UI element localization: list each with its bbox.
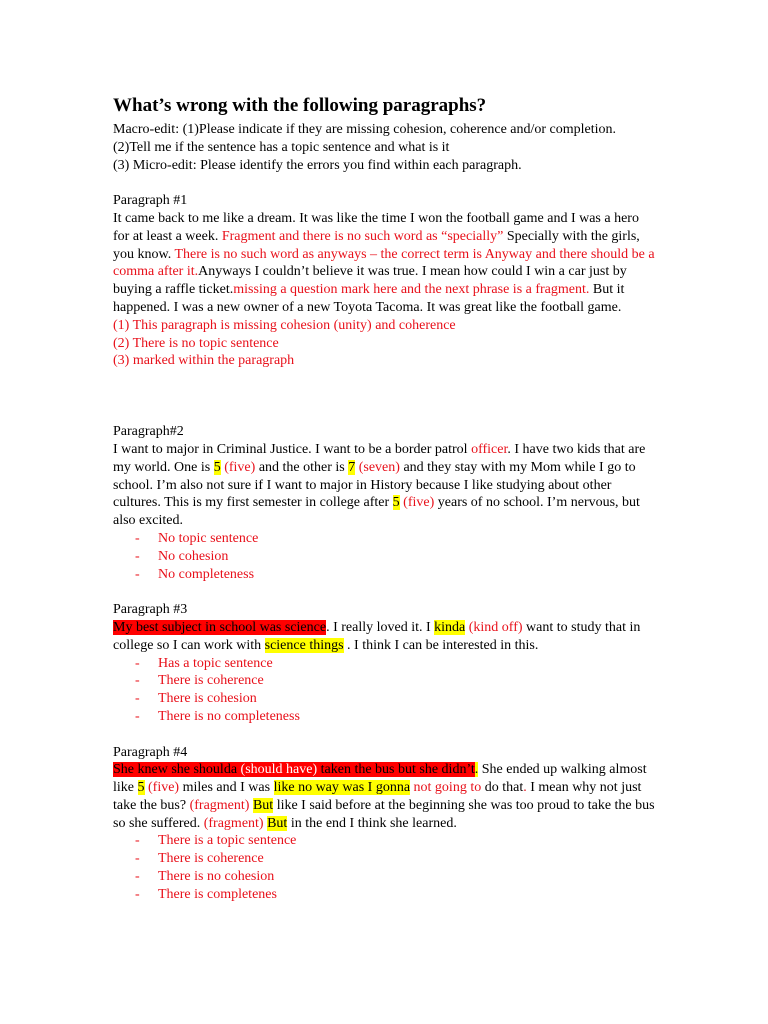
paragraph-1-heading: Paragraph #1: [113, 193, 188, 209]
text-run: Specially with the girls, you know.: [113, 228, 640, 262]
correction-note: Fragment and there is no such word as “specially”: [221, 228, 507, 244]
page-title: What’s wrong with the following paragraphs?: [113, 95, 487, 116]
instruction-line: Macro-edit: (1)Please indicate if they are missing cohesion, coherence and/or completion.: [113, 122, 617, 137]
text-run: . I have two kids that are my world. One is: [113, 441, 646, 475]
list-item: - No cohesion: [135, 548, 229, 564]
paragraph-1-note: (3) marked within the paragraph: [113, 353, 295, 369]
correction-note: officer: [471, 441, 508, 457]
correction-note: (five): [144, 780, 180, 796]
instruction-line: (3) Micro-edit: Please identify the errors you find within each paragraph.: [113, 157, 522, 173]
list-item: - There is no cohesion: [135, 869, 275, 885]
text-run: But it happened. I was a new owner of a new Toyota Tacoma. It was great like the football game.: [113, 282, 625, 315]
text-run: like I said before at the beginning she was too proud to take the bus so she suffered.: [113, 797, 655, 831]
highlight-yellow: .: [474, 762, 479, 778]
highlight-yellow: But: [267, 815, 288, 831]
paragraph-4-list: [113, 832, 658, 903]
highlight-red: taken the bus but she didn’t: [317, 762, 475, 778]
list-item: - There is no completeness: [135, 708, 300, 724]
highlight-yellow: science things: [264, 637, 344, 653]
text-run: and the other is: [255, 459, 349, 475]
highlight-red-correction: (should have): [240, 762, 318, 778]
paragraph-3-list: [113, 655, 658, 726]
instruction-line: (2)Tell me if the sentence has a topic sentence and what is it: [113, 139, 450, 155]
paragraph-1-text: [113, 210, 658, 317]
correction-note: (five): [220, 459, 256, 475]
document-body: [113, 95, 658, 904]
correction-note: There is no such word as anyways – the correct term is Anyway and there should be a comma after it.: [113, 246, 655, 280]
paragraph-2-heading: Paragraph#2: [113, 424, 184, 440]
highlight-yellow: 5: [213, 459, 221, 475]
correction-note: (fragment): [189, 797, 250, 813]
list-item: - There is cohesion: [135, 691, 257, 707]
highlight-yellow: like no way was I gonna: [273, 780, 411, 796]
list-item: - There is completenes: [135, 886, 277, 902]
list-item: - No completeness: [135, 566, 255, 582]
correction-note: missing a question mark here and the next phrase is a fragment.: [233, 282, 593, 298]
text-run: Anyways I couldn’t believe it was true. I mean how could I win a car just by buying a raffle ticket.: [113, 264, 627, 298]
text-run: I want to major in Criminal Justice. I want to be a border patrol: [113, 441, 472, 457]
text-run: . I really loved it. I: [326, 619, 435, 635]
text-run: miles and I was: [179, 780, 274, 796]
paragraph-3-text: [113, 619, 658, 655]
text-run: . I think I can be interested in this.: [343, 637, 539, 653]
text-run: and they stay with my Mom while I go to school. I’m also not sure if I want to major in History because I like studying about other cultures. This is my first semester in college after: [113, 459, 636, 511]
paragraph-4-heading: Paragraph #4: [113, 744, 188, 760]
highlight-yellow: kinda: [434, 619, 466, 635]
list-item: - There is coherence: [135, 673, 264, 689]
text-run: I mean why not just take the bus?: [113, 780, 642, 813]
correction-note: (five): [399, 495, 435, 511]
list-item: - No topic sentence: [135, 530, 259, 546]
text-run: want to study that in college so I can work with: [113, 619, 641, 653]
paragraph-4-text: [113, 761, 658, 832]
paragraph-3-heading: Paragraph #3: [113, 602, 188, 618]
text-run: do that: [484, 780, 524, 796]
highlight-red: She knew she shoulda: [113, 762, 241, 778]
list-item: - There is coherence: [135, 851, 264, 867]
paragraph-2-text: [113, 441, 658, 530]
correction-note: .: [523, 780, 527, 796]
highlight-yellow: 5: [392, 495, 400, 511]
highlight-yellow: But: [252, 797, 274, 813]
correction-note: (seven): [355, 459, 400, 475]
list-item: - Has a topic sentence: [135, 655, 273, 671]
text-run: in the end I think she learned.: [287, 815, 457, 831]
paragraph-2-list: [113, 530, 658, 583]
highlight-red: My best subject in school was science: [113, 619, 327, 635]
correction-note: not going to: [410, 780, 485, 796]
list-item: - There is a topic sentence: [135, 833, 297, 849]
highlight-yellow: 5: [137, 780, 145, 796]
paragraph-1-note: (1) This paragraph is missing cohesion (unity) and coherence: [113, 317, 456, 333]
text-run: It came back to me like a dream. It was like the time I won the football game and I was a hero for at least a week.: [113, 210, 639, 244]
text-run: years of no school. I’m nervous, but also excited.: [113, 495, 640, 529]
correction-note: (kind off): [465, 619, 523, 635]
highlight-yellow: 7: [348, 459, 356, 475]
paragraph-1-note: (2) There is no topic sentence: [113, 335, 279, 351]
correction-note: (fragment): [203, 815, 264, 831]
text-run: She ended up walking almost like: [113, 762, 647, 796]
